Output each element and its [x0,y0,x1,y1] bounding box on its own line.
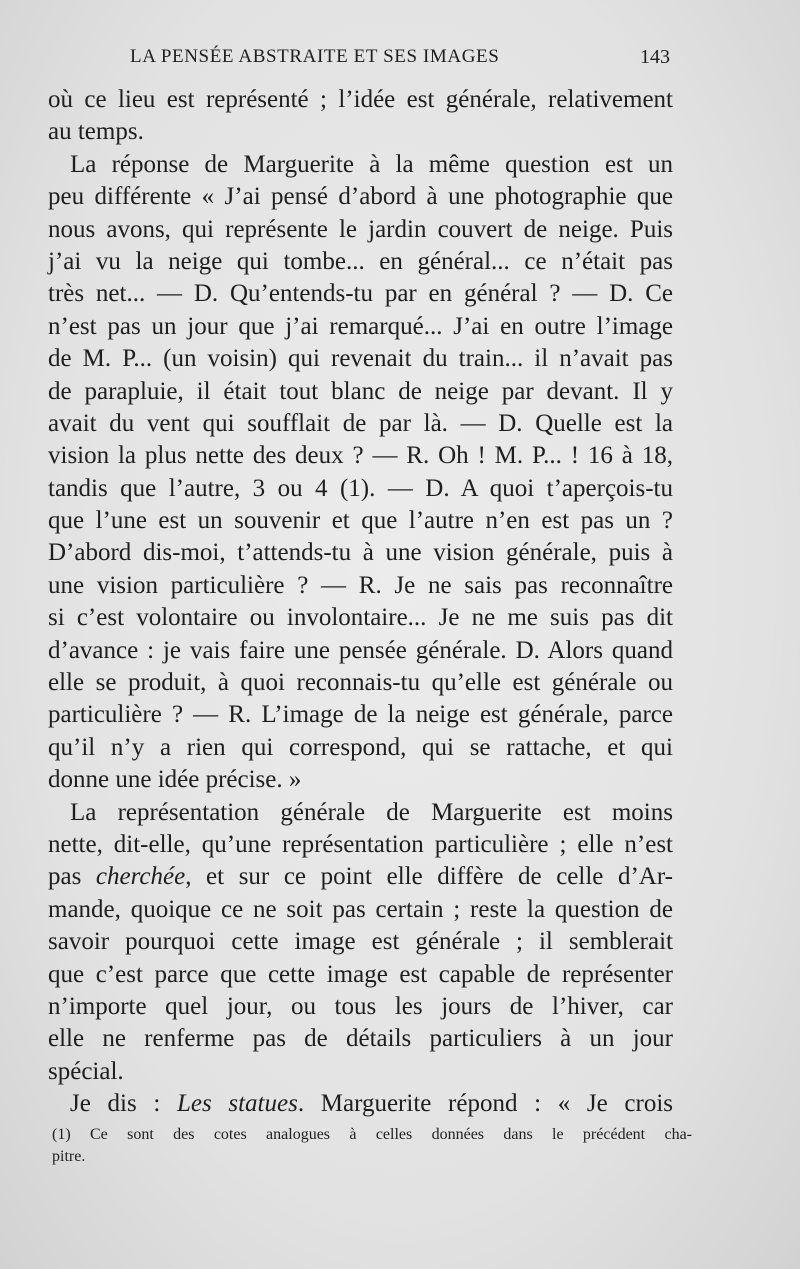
text-line: de parapluie, il était tout blanc de neige par devant. Il y [48,377,673,405]
text-line: peu différente « J’ai pensé d’abord à une photographie que [48,183,673,211]
text-line: qu’il n’y a rien qui correspond, qui se rattache, et qui [48,733,673,761]
running-head [130,46,670,76]
text-line: D’abord dis-moi, t’attends-tu à une vision générale, puis à [48,539,673,567]
text-line-with-italic [48,861,673,893]
text-line: elle se produit, à quoi reconnais-tu qu’elle est générale ou [48,669,673,697]
text-segment: Je dis : [70,1090,161,1118]
text-line: de M. P... (un voisin) qui revenait du train... il n’avait pas [48,345,673,373]
footnote-line: (1) Ce sont des cotes analogues à celles données dans le précédent cha- [52,1126,692,1143]
page-number: 143 [640,46,670,68]
text-line: que l’une est un souvenir et que l’autre n’en est pas un ? [48,507,673,535]
text-line: que c’est parce que cette image est capable de représenter [48,960,673,988]
italic-phrase: Les statues [176,1090,298,1118]
paragraph-start-line: La réponse de Marguerite à la même question est un [70,150,673,178]
text-line: au temps. [48,118,144,146]
paragraph-start-line-with-italic [48,1088,673,1120]
italic-word: cherchée [95,863,186,891]
text-line: spécial. [48,1057,124,1085]
paragraph-start-line: La représentation générale de Marguerite est moins [70,798,673,826]
text-line: mande, quoique ce ne soit pas certain ; reste la question de [48,895,673,923]
text-line: n’importe quel jour, ou tous les jours de l’hiver, car [48,992,673,1020]
text-line: nette, dit-elle, qu’une représentation particulière ; elle n’est [48,830,673,858]
text-line: tandis que l’autre, 3 ou 4 (1). — D. A quoi t’aperçois-tu [48,474,673,502]
body-text [48,84,673,1121]
text-line: particulière ? — R. L’image de la neige est générale, parce [48,701,673,729]
text-line: si c’est volontaire ou involontaire... Je ne me suis pas dit [48,604,673,632]
text-line: nous avons, qui représente le jardin couvert de neige. Puis [48,215,673,243]
text-segment: . Marguerite répond : « Je crois [297,1090,673,1118]
text-line: savoir pourquoi cette image est générale ; il semblerait [48,928,673,956]
text-line: j’ai vu la neige qui tombe... en général... ce n’était pas [48,247,673,275]
text-line: avait du vent qui soufflait de par là. — D. Quelle est la [48,409,673,437]
text-line: une vision particulière ? — R. Je ne sais pas reconnaître [48,571,673,599]
text-line: vision la plus nette des deux ? — R. Oh ! M. P... ! 16 à 18, [48,442,673,470]
text-line: très net... — D. Qu’entends-tu par en général ? — D. Ce [48,280,673,308]
footnote [52,1124,692,1168]
running-title: LA PENSÉE ABSTRAITE ET SES IMAGES [130,46,500,67]
text-segment: , et sur ce point elle diffère de celle d’Ar- [185,863,674,891]
text-line: elle ne renferme pas de détails particuliers à un jour [48,1025,673,1053]
text-line: d’avance : je vais faire une pensée générale. D. Alors quand [48,636,673,664]
text-line: donne une idée précise. » [48,766,302,794]
text-segment: pas [48,863,82,891]
footnote-line: pitre. [52,1148,86,1165]
text-line: n’est pas un jour que j’ai remarqué... J’ai en outre l’image [48,312,673,340]
text-line: où ce lieu est représenté ; l’idée est générale, relativement [48,86,673,113]
